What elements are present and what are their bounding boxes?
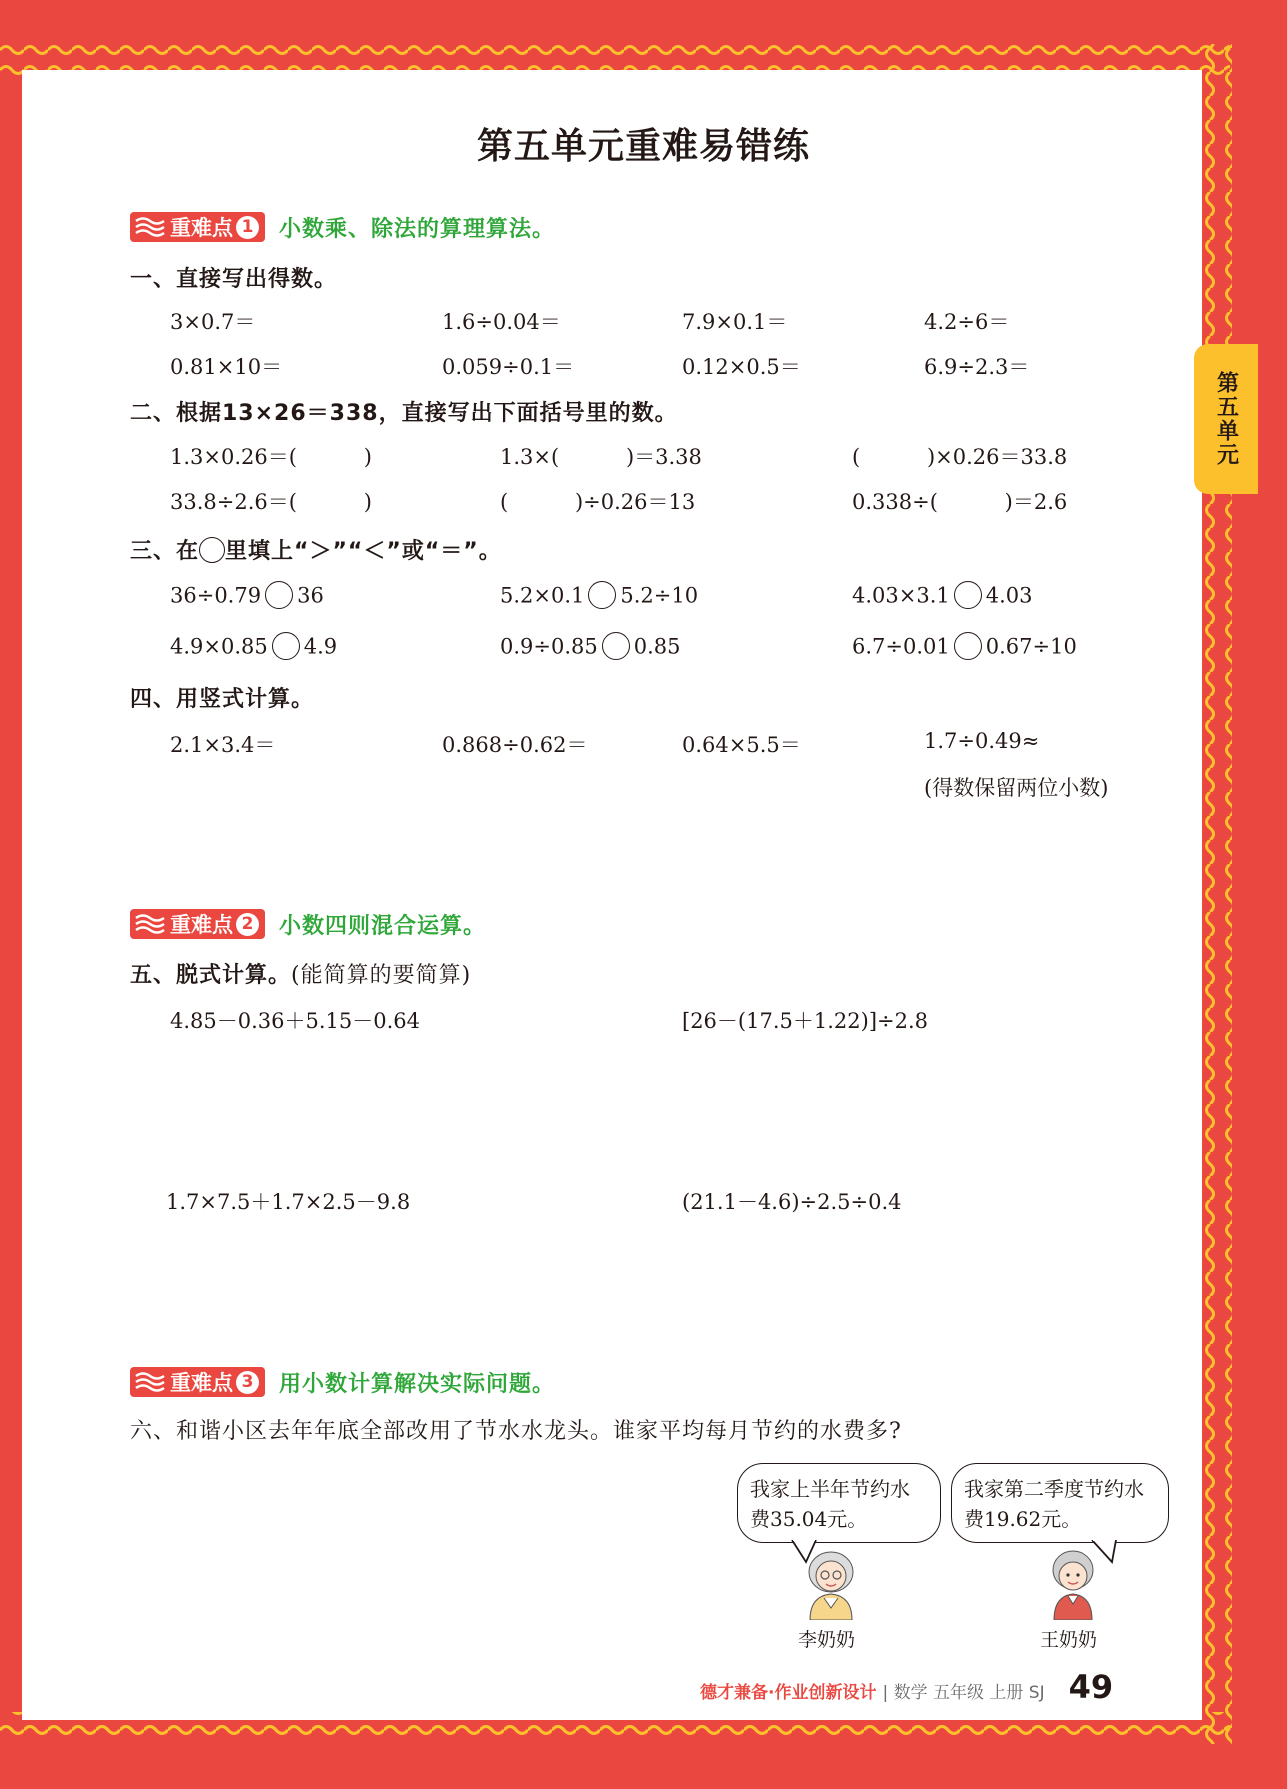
q2-item: 0.338÷( )＝2.6 bbox=[852, 490, 1068, 514]
q3-title-pre: 三、在 bbox=[130, 539, 200, 564]
key-point-3 bbox=[130, 1365, 555, 1399]
grandma-wang-icon bbox=[1044, 1548, 1102, 1620]
waves-icon bbox=[134, 1371, 166, 1393]
key-point-text: 用小数计算解决实际问题。 bbox=[279, 1371, 556, 1397]
waves-icon bbox=[134, 913, 166, 935]
q2-item: 1.3×( )＝3.38 bbox=[500, 445, 702, 469]
q3-item: 4.03×3.1 4.03 bbox=[852, 583, 1033, 611]
q1-item: 4.2÷6＝ bbox=[924, 310, 1010, 334]
q1-item: 6.9÷2.3＝ bbox=[924, 355, 1030, 379]
question-3-title bbox=[130, 534, 502, 565]
key-point-text: 小数乘、除法的算理算法。 bbox=[279, 216, 556, 242]
name-wang: 王奶奶 bbox=[1040, 1629, 1098, 1651]
key-point-number: 3 bbox=[236, 1371, 259, 1394]
compare-circle[interactable] bbox=[954, 581, 982, 609]
q1-item: 3×0.7＝ bbox=[170, 310, 256, 334]
q5-title-text: 五、脱式计算。 bbox=[130, 963, 292, 988]
q1-item: 0.12×0.5＝ bbox=[682, 355, 801, 379]
unit-side-tab[interactable] bbox=[1194, 344, 1258, 494]
compare-circle[interactable] bbox=[602, 632, 630, 660]
q5-item: (21.1－4.6)÷2.5÷0.4 bbox=[682, 1190, 902, 1214]
q5-item: 1.7×7.5＋1.7×2.5－9.8 bbox=[166, 1190, 411, 1214]
name-li: 李奶奶 bbox=[798, 1629, 856, 1651]
q3-item: 5.2×0.1 5.2÷10 bbox=[500, 583, 698, 611]
key-point-number: 1 bbox=[236, 216, 259, 239]
compare-circle[interactable] bbox=[265, 581, 293, 609]
q3-item: 0.9÷0.85 0.85 bbox=[500, 634, 681, 662]
speech-bubble-wang: 我家第二季度节约水费19.62元。 bbox=[951, 1463, 1169, 1543]
q1-item: 0.059÷0.1＝ bbox=[442, 355, 575, 379]
key-point-1 bbox=[130, 210, 555, 244]
waves-icon bbox=[134, 216, 166, 238]
page-number: 49 bbox=[1068, 1668, 1114, 1706]
q2-item: 33.8÷2.6＝( ) bbox=[170, 490, 372, 514]
q4-item: 2.1×3.4＝ bbox=[170, 733, 276, 757]
footer-brand: 德才兼备·作业创新设计 bbox=[700, 1683, 877, 1703]
q4-item: 1.7÷0.49≈ bbox=[924, 729, 1040, 753]
question-4-title: 四、用竖式计算。 bbox=[130, 687, 315, 712]
q1-item: 0.81×10＝ bbox=[170, 355, 283, 379]
q1-item: 7.9×0.1＝ bbox=[682, 310, 788, 334]
page-title: 第五单元重难易错练 bbox=[476, 126, 810, 167]
q4-item: 0.868÷0.62＝ bbox=[442, 733, 588, 757]
circle-icon bbox=[199, 537, 225, 563]
q4-item: 0.64×5.5＝ bbox=[682, 733, 801, 757]
key-point-text: 小数四则混合运算。 bbox=[279, 913, 487, 939]
q5-item: 4.85－0.36＋5.15－0.64 bbox=[170, 1009, 421, 1033]
footer-book-info: | 数学 五年级 上册 SJ bbox=[882, 1683, 1045, 1703]
grandma-li-icon bbox=[802, 1548, 860, 1620]
key-point-label: 重难点 bbox=[170, 216, 233, 240]
question-6-title: 六、和谐小区去年年底全部改用了节水水龙头。谁家平均每月节约的水费多? bbox=[130, 1419, 902, 1444]
q3-item: 36÷0.79 36 bbox=[170, 583, 324, 611]
speech-bubble-li: 我家上半年节约水费35.04元。 bbox=[737, 1463, 941, 1543]
q3-title-post: 里填上“＞”“＜”或“＝”。 bbox=[225, 539, 502, 564]
key-point-label: 重难点 bbox=[170, 1371, 233, 1395]
key-point-badge bbox=[130, 1367, 265, 1397]
q5-note: (能简算的要简算) bbox=[291, 963, 472, 988]
question-1-title: 一、直接写出得数。 bbox=[130, 267, 338, 292]
key-point-badge bbox=[130, 909, 265, 939]
q2-item: 1.3×0.26＝( ) bbox=[170, 445, 372, 469]
q2-item: ( )÷0.26＝13 bbox=[500, 490, 696, 514]
unit-side-tab-label: 第五单元 bbox=[1213, 371, 1239, 467]
q2-item: ( )×0.26＝33.8 bbox=[852, 445, 1068, 469]
compare-circle[interactable] bbox=[954, 632, 982, 660]
key-point-number: 2 bbox=[236, 913, 259, 936]
question-2-title: 二、根据13×26＝338，直接写出下面括号里的数。 bbox=[130, 401, 678, 426]
key-point-label: 重难点 bbox=[170, 913, 233, 937]
q4-note: (得数保留两位小数) bbox=[924, 776, 1109, 800]
key-point-2 bbox=[130, 907, 486, 941]
question-5-title bbox=[130, 958, 471, 989]
q1-item: 1.6÷0.04＝ bbox=[442, 310, 561, 334]
q3-item: 4.9×0.85 4.9 bbox=[170, 634, 337, 662]
q3-item: 6.7÷0.01 0.67÷10 bbox=[852, 634, 1077, 662]
compare-circle[interactable] bbox=[272, 632, 300, 660]
q5-item: [26－(17.5＋1.22)]÷2.8 bbox=[682, 1009, 929, 1033]
page-footer bbox=[700, 1668, 1113, 1706]
key-point-badge bbox=[130, 212, 265, 242]
compare-circle[interactable] bbox=[588, 581, 616, 609]
